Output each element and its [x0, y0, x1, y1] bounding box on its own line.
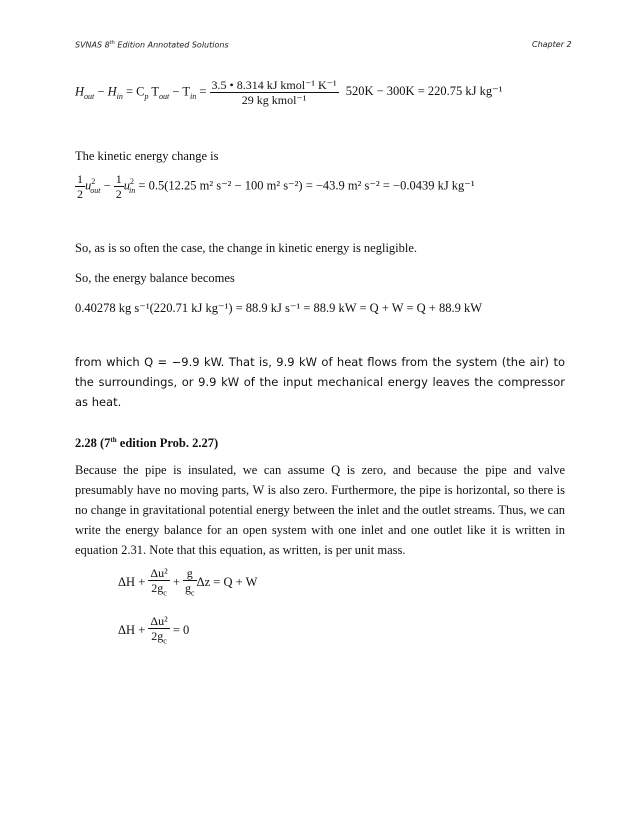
eq2-half-num-2: 1	[115, 172, 122, 186]
eq4-frac-ke	[148, 566, 169, 600]
eq2-u: u	[85, 178, 92, 193]
eq4-den2-c: c	[191, 588, 195, 598]
eq2-out: out	[90, 185, 101, 195]
eq1-in: in	[116, 91, 123, 101]
eq1-fraction	[210, 78, 339, 107]
kinetic-intro: The kinetic energy change is	[75, 149, 219, 163]
negligible-paragraph: So, as is so often the case, the change in kinetic energy is negligible.	[75, 241, 418, 255]
eq2-minus: −	[100, 178, 114, 193]
enthalpy-equation	[75, 78, 502, 107]
eq4-frac-pe	[183, 566, 197, 600]
pipe-paragraph: Because the pipe is insulated, we can assume Q is zero, and because the pipe and valve presumably have no moving parts, W is also zero. Furthermore, the pipe is horizontal, so there is no change in gravitational potential energy between the inlet and the outlet streams. Thus, we can write the energy balance for an open system with one inlet and one outlet like it is written in equation 2.31. Note that this equation, as written, is per unit mass.	[75, 463, 565, 557]
eq2-sq2: 2	[130, 177, 135, 187]
section-heading-text: 2.28 (7	[75, 436, 111, 451]
running-header-right: Chapter 2	[532, 40, 572, 49]
from-which-paragraph: from which Q = −9.9 kW. That is, 9.9 kW of heat flows from the system (the air) to the surroundings, or 9.9 kW of the input mechanical energy leaves the compressor as heat.	[75, 355, 565, 409]
eq2-half-den: 2	[77, 187, 83, 201]
eq2-half-2	[114, 172, 124, 201]
eq5-den1-text: 2g	[151, 629, 164, 643]
header-left-text-2: Edition Annotated Solutions	[114, 40, 229, 50]
balance-paragraph: So, the energy balance becomes	[75, 271, 235, 285]
eq2-half-den-2: 2	[115, 187, 122, 201]
eq4-dh: ΔH +	[118, 575, 149, 590]
eq2-result: = 0.5(12.25 m² s⁻² − 100 m² s⁻²) = −43.9 m² s⁻² = −0.0439 kJ kg⁻¹	[135, 178, 475, 193]
eq1-tin: in	[189, 91, 197, 101]
energy-balance-equation: 0.40278 kg s⁻¹(220.71 kJ kg⁻¹) = 88.9 kJ s⁻¹ = 88.9 kW = Q + W = Q + 88.9 kW	[75, 301, 483, 315]
eq1-cp: = C	[122, 84, 145, 99]
eq4-den1-c: c	[163, 588, 167, 598]
eq4-den1-text: 2g	[151, 581, 164, 595]
eq1-equals: =	[196, 84, 210, 99]
eq4-num1: Δu²	[150, 566, 168, 580]
eq5-frac-ke	[148, 614, 169, 648]
eq1-t: T	[148, 84, 160, 99]
eq1-result: 520K − 300K = 220.75 kJ kg⁻¹	[345, 84, 503, 99]
eq5-num1: Δu²	[150, 614, 168, 628]
eq1-numerator: 3.5 • 8.314 kJ kmol⁻¹ K⁻¹	[211, 78, 337, 92]
eq2-u2: u	[123, 178, 131, 193]
simplified-equation	[118, 614, 189, 648]
eq2-sq: 2	[91, 177, 96, 187]
kinetic-equation	[75, 172, 475, 201]
eq1-denominator: 29 kg kmol⁻¹	[241, 93, 307, 107]
eq4-den2	[183, 581, 197, 600]
eq1-h: H	[75, 84, 85, 99]
section-heading-text-2: edition Prob. 2.27)	[116, 436, 219, 451]
eq1-t2: − T	[169, 84, 190, 99]
eq4-den1	[148, 581, 169, 600]
eq4-rest: Δz = Q + W	[196, 575, 258, 590]
eq5-rest: = 0	[169, 623, 190, 638]
section-heading-sup: th	[110, 436, 117, 444]
eq1-minus: −	[94, 84, 108, 99]
eq5-den1	[148, 629, 169, 648]
eq1-out: out	[84, 91, 95, 101]
eq2-in: in	[129, 185, 136, 195]
eq1-p: p	[144, 91, 149, 101]
eq4-plus: +	[169, 575, 184, 590]
eq1-tout: out	[159, 91, 170, 101]
eq4-num2: g	[183, 566, 197, 581]
eq5-dh: ΔH +	[118, 623, 149, 638]
header-left-sup: th	[109, 40, 115, 46]
header-left-text: SVNAS 8	[75, 40, 110, 50]
section-heading	[75, 430, 565, 453]
eq1-h2: H	[107, 84, 117, 99]
eq4-den2-text: g	[185, 581, 192, 595]
eq5-den1-c: c	[163, 636, 167, 646]
open-system-equation	[118, 566, 257, 600]
running-header-left	[75, 40, 229, 50]
eq2-half-1	[75, 172, 85, 201]
eq2-half-num: 1	[77, 172, 83, 186]
